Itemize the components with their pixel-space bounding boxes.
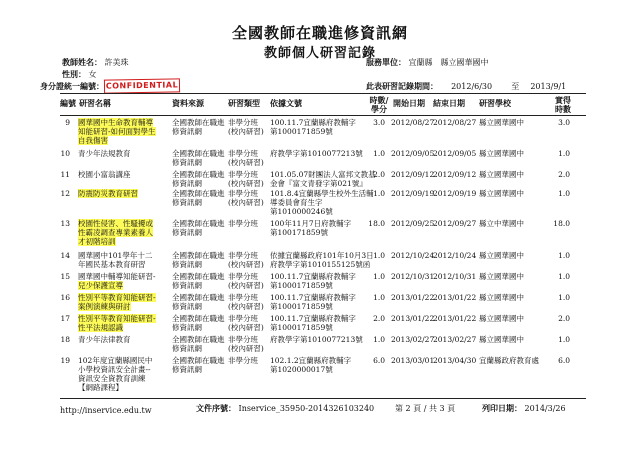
cell-doc: 府教學字第1010077213號 [270,335,363,344]
cell-doc: 依據宜蘭縣政府101年10月3日 府教學字第1010155125號函 [270,251,374,269]
cell-name: 青少年法規教育 [78,149,131,158]
period-to-word: 至 [511,82,520,91]
cell-end: 2012/09/05 [433,149,477,158]
cell-start: 2012/09/12 [391,170,435,179]
period-to: 2013/9/1 [530,82,567,91]
cell-hours: 1.0 [373,293,385,302]
col-header-source: 資料來源 [172,98,204,108]
print-date-label: 列印日期： [482,403,522,413]
cell-name [78,219,158,246]
cell-hours: 2.0 [373,170,385,179]
cell-start: 2012/10/24 [391,251,435,260]
cell-school: 縣立國華國中 [479,189,524,198]
cell-name: 國華國中輔導知能研習-兒少保護宣導 [78,272,156,290]
cell-id: 9 [65,118,70,127]
col-header-start: 開始日期 [393,98,425,108]
cell-name: 青少年法律教育 [78,335,131,344]
cell-doc: 100年11月7日府教輔字 第100171859號 [270,219,352,237]
col-header-real: 實得 時數 [555,95,571,114]
cell-real: 1.0 [558,149,570,158]
cell-source: 全國教師在職進 修資訊網 [172,293,225,311]
cell-name [78,189,158,198]
cell-source: 全國教師在職進 修資訊網 [172,356,225,374]
id-line [40,81,104,92]
cell-name [78,118,158,145]
cell-hours: 1.0 [373,251,385,260]
cell-hours: 6.0 [373,356,385,365]
cell-school: 縣立國華國中 [479,251,524,260]
gender-value: 女 [88,70,97,79]
cell-source: 全國教師在職進 修資訊網 [172,189,225,207]
cell-name: 國華國中101學年十二年國民基本教育研習 [78,251,153,269]
cell-type: 非學分班 (校內研習) [228,170,264,188]
cell-hours: 1.0 [373,189,385,198]
cell-end: 2012/10/31 [433,272,477,281]
cell-doc: 102.1.2宜蘭縣府教輔字 第1020000017號 [270,356,352,374]
cell-doc: 府教學字第1010077213號 [270,149,363,158]
page-subtitle: 教師個人研習記錄 [263,46,376,61]
cell-hours: 1.0 [373,149,385,158]
cell-doc: 100.11.7宜蘭縣府教輔字 第1000171859號 [270,272,356,290]
cell-type: 非學分班 (校內研習) [228,118,264,136]
cell-end: 2013/04/30 [433,356,477,365]
cell-doc: 101.8.4宜蘭縣學生校外生活輔 導委員會育生字 第1010000246號 [270,189,374,216]
cell-start: 2012/09/05 [391,149,435,158]
service-value: 宜蘭縣 縣立國華國中 [408,58,489,67]
cell-start: 2013/01/22 [391,293,435,302]
cell-type: 非學分班 (校內研習) [228,293,264,311]
print-date-value: 2014/3/26 [524,404,566,413]
cell-start: 2013/03/01 [391,356,435,365]
cell-id: 11 [60,170,70,179]
cell-school: 縣立國華國中 [479,314,524,323]
cell-source: 全國教師在職進 修資訊網 [172,219,225,237]
cell-school: 縣立國華國中 [479,272,524,281]
cell-end: 2013/01/22 [433,293,477,302]
col-header-name: 研習名稱 [79,98,111,108]
cell-id: 18 [60,335,70,344]
cell-end: 2013/01/22 [433,314,477,323]
highlight-mark: 防震防災教育研習 [78,189,138,198]
cell-school: 縣立國華國中 [479,170,524,179]
cell-start: 2012/09/19 [391,189,435,198]
footer-rule [60,398,586,399]
teacher-name-line [62,57,129,68]
cell-real: 1.0 [558,293,570,302]
cell-real: 2.0 [558,170,570,179]
cell-source: 全國教師在職進 修資訊網 [172,251,225,269]
cell-hours: 1.0 [373,335,385,344]
cell-type: 非學分班 (校內研習) [228,149,264,167]
cell-id: 14 [60,251,70,260]
cell-name [78,293,158,311]
highlight-mark: 校園性侵害、性騷擾或性霸凌調查專業素養人才初階培訓 [78,219,153,246]
col-header-end: 結束日期 [433,98,465,108]
cell-source: 全國教師在職進 修資訊網 [172,170,225,188]
cell-real: 1.0 [558,251,570,260]
teacher-label: 教師姓名： [62,57,102,67]
cell-school: 縣立國華國中 [479,118,524,127]
cell-school: 縣立國華國中 [479,335,524,344]
cell-start: 2012/10/31 [391,272,435,281]
page-indicator: 第 2 頁 / 共 3 頁 [395,404,456,413]
cell-doc: 100.11.7宜蘭縣府教輔字 第1000171859號 [270,293,356,311]
cell-source: 全國教師在職進 修資訊網 [172,149,225,167]
cell-type: 非學分班 (校內研習) [228,314,264,332]
doc-serial-label: 文件序號： [196,403,236,413]
period-label: 此表研習記錄期間： [366,81,438,91]
cell-school: 宜蘭縣政府教育處 [479,356,539,365]
cell-id: 12 [60,189,70,198]
cell-name [78,314,158,332]
site-url: http://inservice.edu.tw [60,406,152,415]
cell-real: 18.0 [553,219,570,228]
col-header-doc: 依據文號 [270,98,302,108]
cell-real: 1.0 [558,272,570,281]
cell-type: 非學分班 [228,356,258,365]
confidential-stamp: CONFIDENTIAL [104,78,180,93]
cell-id: 15 [60,272,70,281]
cell-end: 2012/09/27 [433,219,477,228]
cell-hours: 18.0 [368,219,385,228]
service-label: 服務單位： [366,57,406,67]
cell-end: 2012/08/27 [433,118,477,127]
highlight-mark: 性別平等教育知能研習-性平法規認識 [78,314,156,332]
cell-hours: 1.0 [373,272,385,281]
service-line [366,57,489,68]
cell-school: 縣立中華國中 [479,219,524,228]
gender-line [62,69,97,80]
cell-source: 全國教師在職進 修資訊網 [172,272,225,290]
cell-id: 17 [60,314,70,323]
cell-school: 縣立國華國中 [479,293,524,302]
cell-source: 全國教師在職進 修資訊網 [172,335,225,353]
doc-serial-value: Inservice_35950-2014326103240 [238,404,375,413]
cell-id: 13 [60,219,70,228]
cell-hours: 3.0 [373,118,385,127]
cell-start: 2013/02/27 [391,335,435,344]
cell-id: 10 [60,149,70,158]
gender-label: 性別： [62,69,86,79]
cell-type: 非學分班 (校內研習) [228,189,264,207]
doc-serial-line [196,403,374,414]
cell-doc: 100.11.7宜蘭縣府教輔字 第1000171859號 [270,118,356,136]
cell-id: 19 [60,356,70,365]
period-from: 2012/6/30 [451,82,493,91]
cell-end: 2012/09/12 [433,170,477,179]
cell-start: 2012/08/27 [391,118,435,127]
cell-type: 非學分班 (校內研習) [228,335,264,353]
col-header-hours: 時數/ 學分 [369,95,389,114]
header-rule-top [60,93,586,94]
cell-start: 2012/09/25 [391,219,435,228]
col-header-id: 編號 [60,98,76,108]
cell-doc: 101.05.07財團法人富邦文教基 金會『富文青發字第021號』 [270,170,376,188]
cell-school: 縣立國華國中 [479,149,524,158]
print-date-line [482,403,566,414]
cell-real: 1.0 [558,189,570,198]
cell-doc: 100.11.7宜蘭縣府教輔字 第1000171859號 [270,314,356,332]
cell-source: 全國教師在職進 修資訊網 [172,118,225,136]
cell-real: 6.0 [558,356,570,365]
col-header-type: 研習類型 [228,98,260,108]
cell-end: 2012/09/19 [433,189,477,198]
period-line [366,81,566,92]
cell-real: 3.0 [558,118,570,127]
cell-type: 非學分班 [228,219,258,228]
cell-type: 非學分班 (校內研習) [228,272,264,290]
id-label: 身分證統一編號： [40,81,104,91]
cell-hours: 2.0 [373,314,385,323]
highlight-mark: 國華國中生命教育輔導知能研習-如何面對學生自我傷害 [78,118,156,145]
cell-real: 2.0 [558,314,570,323]
header-rule-bottom [60,115,586,116]
cell-type: 非學分班 (校內研習) [228,251,264,269]
cell-source: 全國教師在職進 修資訊網 [172,314,225,332]
page-title: 全國教師在職進修資訊網 [231,24,408,42]
cell-end: 2012/10/24 [433,251,477,260]
cell-end: 2013/02/27 [433,335,477,344]
cell-name: 校園小富翁講座 [78,170,131,179]
teacher-name: 許美珠 [104,58,129,67]
cell-start: 2013/01/22 [391,314,435,323]
cell-real: 1.0 [558,335,570,344]
highlight-mark: 兒少保護宣導 [78,281,123,290]
cell-id: 16 [60,293,70,302]
col-header-school: 研習學校 [479,98,511,108]
highlight-mark: 性別平等教育知能研習-案例演練與研討 [78,293,156,311]
cell-name: 102年度宜蘭縣國民中小學校資訊安全計畫--資訊安全資教育訓練【網路課程】 [78,356,153,392]
